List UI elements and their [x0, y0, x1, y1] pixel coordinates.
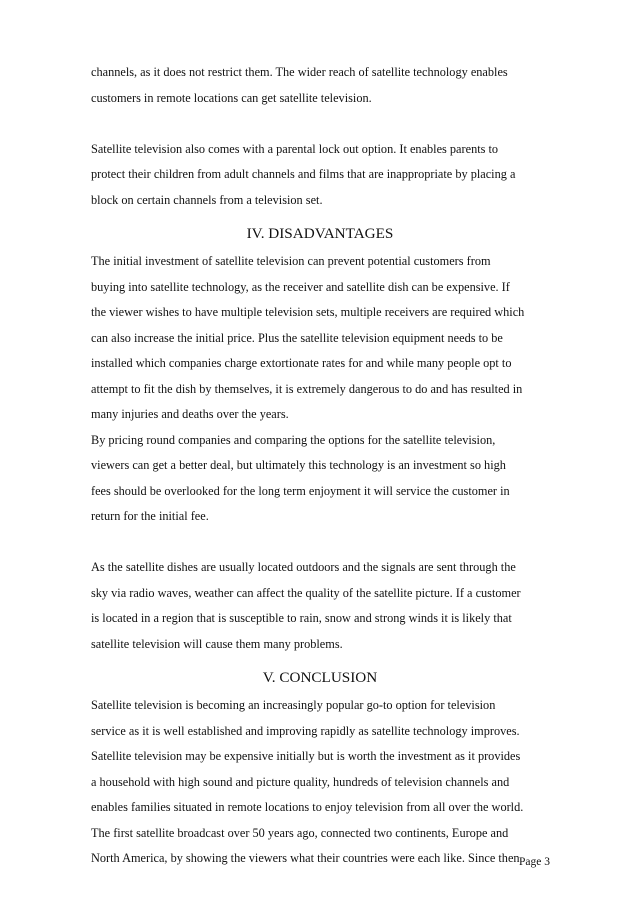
- paragraph-gap: [91, 111, 549, 137]
- text-line: As the satellite dishes are usually located outdoors and the signals are sent through the: [91, 560, 516, 574]
- text-line: sky via radio waves, weather can affect the quality of the satellite picture. If a customer: [91, 585, 521, 600]
- text-line: installed which companies charge extortionate rates for and while many people opt to: [91, 356, 512, 370]
- text-line: the viewer wishes to have multiple television sets, multiple receivers are required which: [91, 305, 525, 319]
- text-line: Satellite television is becoming an increasingly popular go-to option for television: [91, 698, 496, 712]
- text-line: can also increase the initial price. Plus the satellite television equipment needs to be: [91, 330, 503, 345]
- text-line: enables families situated in remote locations to enjoy television from all over the world.: [91, 800, 524, 814]
- text-line: is located in a region that is susceptible to rain, snow and strong winds it is likely that: [91, 611, 512, 625]
- text-line: return for the initial fee.: [91, 509, 209, 523]
- text-line: viewers can get a better deal, but ultimately this technology is an investment so high: [91, 458, 506, 472]
- text-line: protect their children from adult channels and films that are inappropriate by placing a: [91, 167, 516, 181]
- text-line: many injuries and deaths over the years.: [91, 407, 289, 421]
- paragraph-initial-investment: [91, 249, 549, 428]
- paragraph-parental-lock: [91, 137, 549, 214]
- text-line: satellite television will cause them many problems.: [91, 636, 343, 651]
- text-line: fees should be overlooked for the long term enjoyment it will service the customer in: [91, 483, 510, 498]
- text-line: attempt to fit the dish by themselves, it is extremely dangerous to do and has resulted in: [91, 381, 523, 396]
- page-content: [91, 60, 549, 872]
- text-line: The first satellite broadcast over 50 years ago, connected two continents, Europe and: [91, 825, 509, 840]
- paragraph-weather: [91, 555, 549, 657]
- text-line: a household with high sound and picture quality, hundreds of television channels and: [91, 774, 510, 789]
- text-line: customers in remote locations can get satellite television.: [91, 90, 372, 105]
- text-line: service as it is well established and improving rapidly as satellite technology improves.: [91, 723, 520, 738]
- paragraph-pricing: [91, 428, 549, 530]
- paragraph-satellite-reach: [91, 60, 549, 111]
- text-line: Satellite television may be expensive initially but is worth the investment as it provides: [91, 749, 521, 763]
- section-heading-conclusion: V. CONCLUSION: [262, 669, 378, 686]
- text-line: The initial investment of satellite television can prevent potential customers from: [91, 254, 491, 268]
- text-line: By pricing round companies and comparing the options for the satellite television,: [91, 432, 496, 447]
- section-heading-disadvantages: IV. DISADVANTAGES: [246, 225, 394, 242]
- text-line: channels, as it does not restrict them. The wider reach of satellite technology enables: [91, 65, 508, 79]
- paragraph-conclusion: [91, 693, 549, 872]
- text-line: buying into satellite technology, as the receiver and satellite dish can be expensive. If: [91, 279, 510, 294]
- paragraph-gap: [91, 530, 549, 556]
- page-number: Page 3: [519, 856, 550, 868]
- text-line: North America, by showing the viewers what their countries were each like. Since then: [91, 851, 520, 865]
- text-line: Satellite television also comes with a parental lock out option. It enables parents to: [91, 141, 499, 156]
- text-line: block on certain channels from a television set.: [91, 192, 323, 207]
